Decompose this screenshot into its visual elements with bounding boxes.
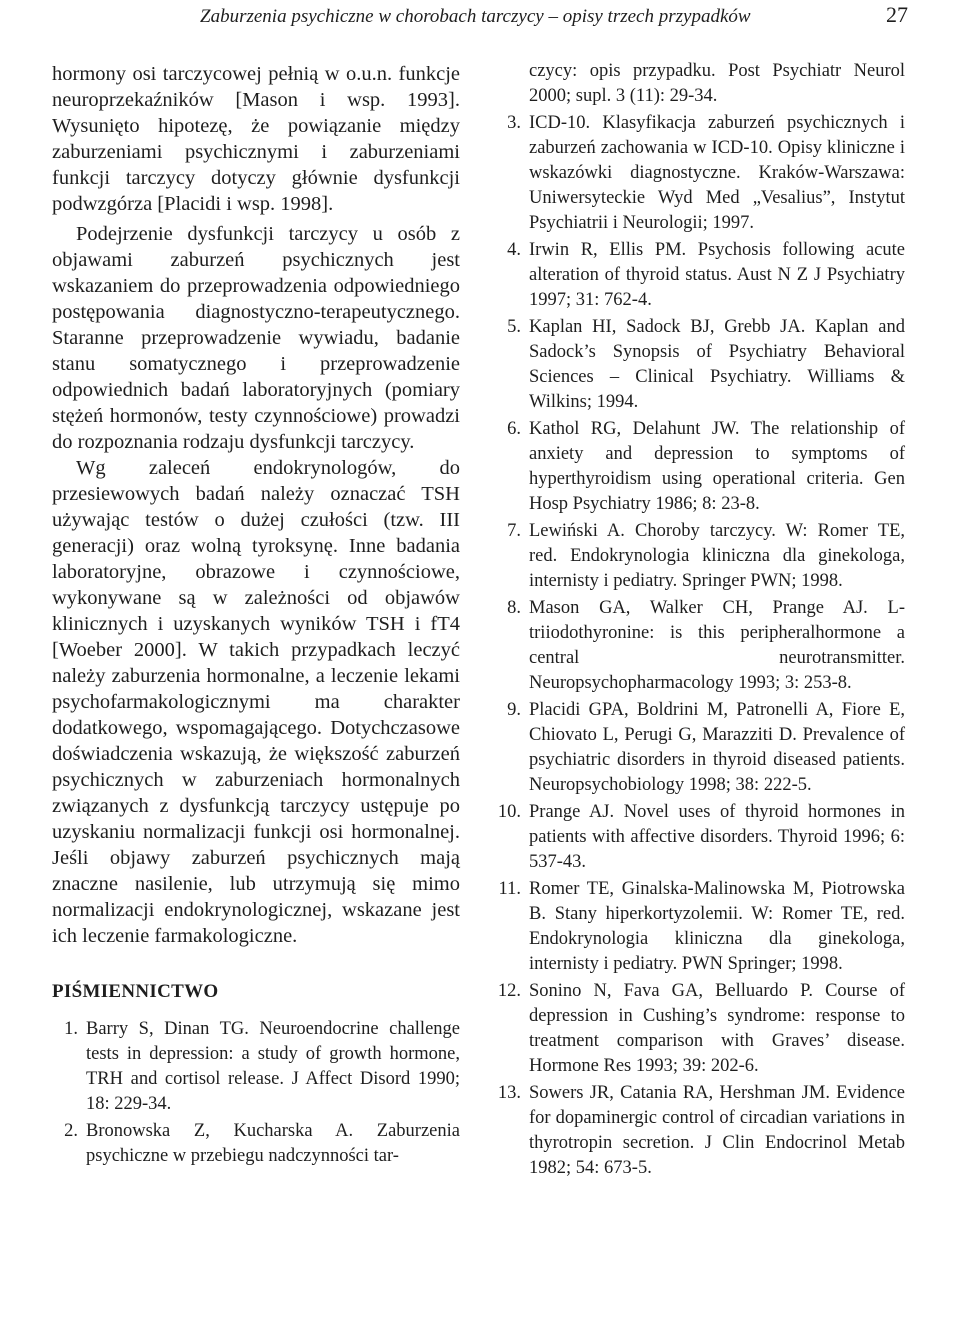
reference-number: 12. [497,981,521,1001]
reference-number: 2. [64,1121,78,1141]
running-title: Zaburzenia psychiczne w chorobach tarczycy – opisy trzech przypadków [200,6,751,27]
reference-number: 1. [64,1019,78,1039]
reference-text: Kaplan HI, Sadock BJ, Grebb JA. Kaplan and Sadock’s Synopsis of Psychiatry Behavioral Sciences – Clinical Psychiatry. Williams & Wilkins; 1994. [529,317,905,412]
right-column [495,59,905,1183]
reference-number: 8. [507,598,521,618]
reference-number: 4. [507,240,521,260]
reference-text: Sonino N, Fava GA, Belluardo P. Course of depression in Cushing’s syndrome: response to treatment comparison with Graves’ disease. Hormone Res 1993; 39: 202-6. [529,981,905,1076]
reference-text: czycy: opis przypadku. Post Psychiatr Neurol 2000; supl. 3 (11): 29-34. [529,61,905,106]
reference-item [495,698,905,798]
reference-number: 3. [507,113,521,133]
reference-item [495,979,905,1079]
reference-number: 6. [507,419,521,439]
reference-list [52,1017,460,1169]
reference-number: 9. [507,700,521,720]
reference-item [495,315,905,415]
reference-text: Placidi GPA, Boldrini M, Patronelli A, Fiore E, Chiovato L, Perugi G, Marazziti D. Prevalence of psychiatric disorders in thyroid diseased patients. Neuropsychobiology 1998; 38: 222-5. [529,700,905,795]
reference-text: Irwin R, Ellis PM. Psychosis following acute alteration of thyroid status. Aust N Z J Psychiatry 1997; 31: 762-4. [529,240,905,310]
reference-continuation [495,59,905,109]
reference-item [495,1081,905,1181]
reference-item [52,1119,460,1169]
body-paragraph: Wg zaleceń endokrynologów, do przesiewowych badań należy oznaczać TSH używając testów o dużej czułości (tzw. III generacji) oraz wolną tyroksynę. Inne badania laboratoryjne, obrazowe i czynnościowe, wykonywane są w zależności od objawów klinicznych i uzyskanych wyników TSH i fT4 [Woeber 2000]. W takich przypadkach leczyć należy zaburzenia hormonalne, a leczenie lekami psychofarmakologicznymi ma charakter dodatkowego, wspomagającego. Dotychczasowe doświadczenia wskazują, że większość zaburzeń psychicznych w zaburzeniach hormonalnych związanych z dysfunkcją tarczycy ustępuje po uzyskaniu normalizacji funkcji osi hormonalnej. Jeśli objawy zaburzeń psychicznych mają znaczne nasilenie, lub utrzymują się mimo normalizacji endokrynologicznej, wskazane jest ich leczenie farmakologiczne. [52,457,460,947]
reference-item [52,1017,460,1117]
reference-item [495,519,905,594]
left-column [52,61,460,1171]
reference-text: Romer TE, Ginalska-Malinowska M, Piotrowska B. Stany hiperkortyzolemii. W: Romer TE, red. Endokrynologia kliniczna dla ginekologa, internisty i pediatry. PWN Springer; 1998. [529,879,905,974]
reference-item [495,238,905,313]
reference-text: Sowers JR, Catania RA, Hershman JM. Evidence for dopaminergic control of circadian variations in thyrotropin secretion. J Clin Endocrinol Metab 1982; 54: 673-5. [529,1083,905,1178]
reference-number: 7. [507,521,521,541]
reference-number: 11. [498,879,521,899]
reference-text: Lewiński A. Choroby tarczycy. W: Romer TE, red. Endokrynologia kliniczna dla ginekologa, internisty i pediatry. Springer PWN; 1998. [529,521,905,591]
references-heading: PIŚMIENNICTWO [52,981,219,1002]
reference-item [495,417,905,517]
reference-item [495,877,905,977]
reference-number: 10. [497,802,521,822]
reference-number: 13. [497,1083,521,1103]
reference-item [495,596,905,696]
reference-text: Bronowska Z, Kucharska A. Zaburzenia psychiczne w przebiegu nadczynności tar- [86,1121,460,1166]
reference-item [495,800,905,875]
body-paragraph: Podejrzenie dysfunkcji tarczycy u osób z objawami zaburzeń psychicznych jest wskazaniem do przeprowadzenia odpowiedniego postępowania diagnostyczno-terapeutycznego. Staranne przeprowadzenie wywiadu, badanie stanu somatycznego i przeprowadzenie odpowiednich badań laboratoryjnych (pomiary stężeń hormonów, testy czynnościowe) prowadzi do rozpoznania rodzaju dysfunkcji tarczycy. [52,223,460,453]
reference-text: Prange AJ. Novel uses of thyroid hormones in patients with affective disorders. Thyroid 1996; 6: 537-43. [529,802,905,872]
reference-number: 5. [507,317,521,337]
reference-list-continued [495,59,905,1181]
body-paragraph: hormony osi tarczycowej pełnią w o.u.n. funkcje neuroprzekaźników [Mason i wsp. 1993]. Wysunięto hipotezę, że powiązanie między zaburzeniami psychicznymi i zaburzeniami funkcji tarczycy dotyczy głównie dysfunkcji podwzgórza [Placidi i wsp. 1998]. [52,63,460,215]
reference-text: Barry S, Dinan TG. Neuroendocrine challenge tests in depression: a study of growth hormone, TRH and cortisol release. J Affect Disord 1990; 18: 229-34. [86,1019,460,1114]
reference-item [495,111,905,236]
reference-text: Mason GA, Walker CH, Prange AJ. L-triiodothyronine: is this peripheralhormone a central neurotransmitter. Neuropsychopharmacology 1993; 3: 253-8. [529,598,905,693]
reference-text: ICD-10. Klasyfikacja zaburzeń psychicznych i zaburzeń zachowania w ICD-10. Opisy kliniczne i wskazówki diagnostyczne. Kraków-Warszawa: Uniwersyteckie Wyd Med „Vesalius”, Instytut Psychiatrii i Neurologii; 1997. [529,113,905,233]
page-number: 27 [886,2,908,27]
reference-text: Kathol RG, Delahunt JW. The relationship of anxiety and depression to symptoms of hyperthyroidism using operational criteria. Gen Hosp Psychiatry 1986; 8: 23-8. [529,419,905,514]
